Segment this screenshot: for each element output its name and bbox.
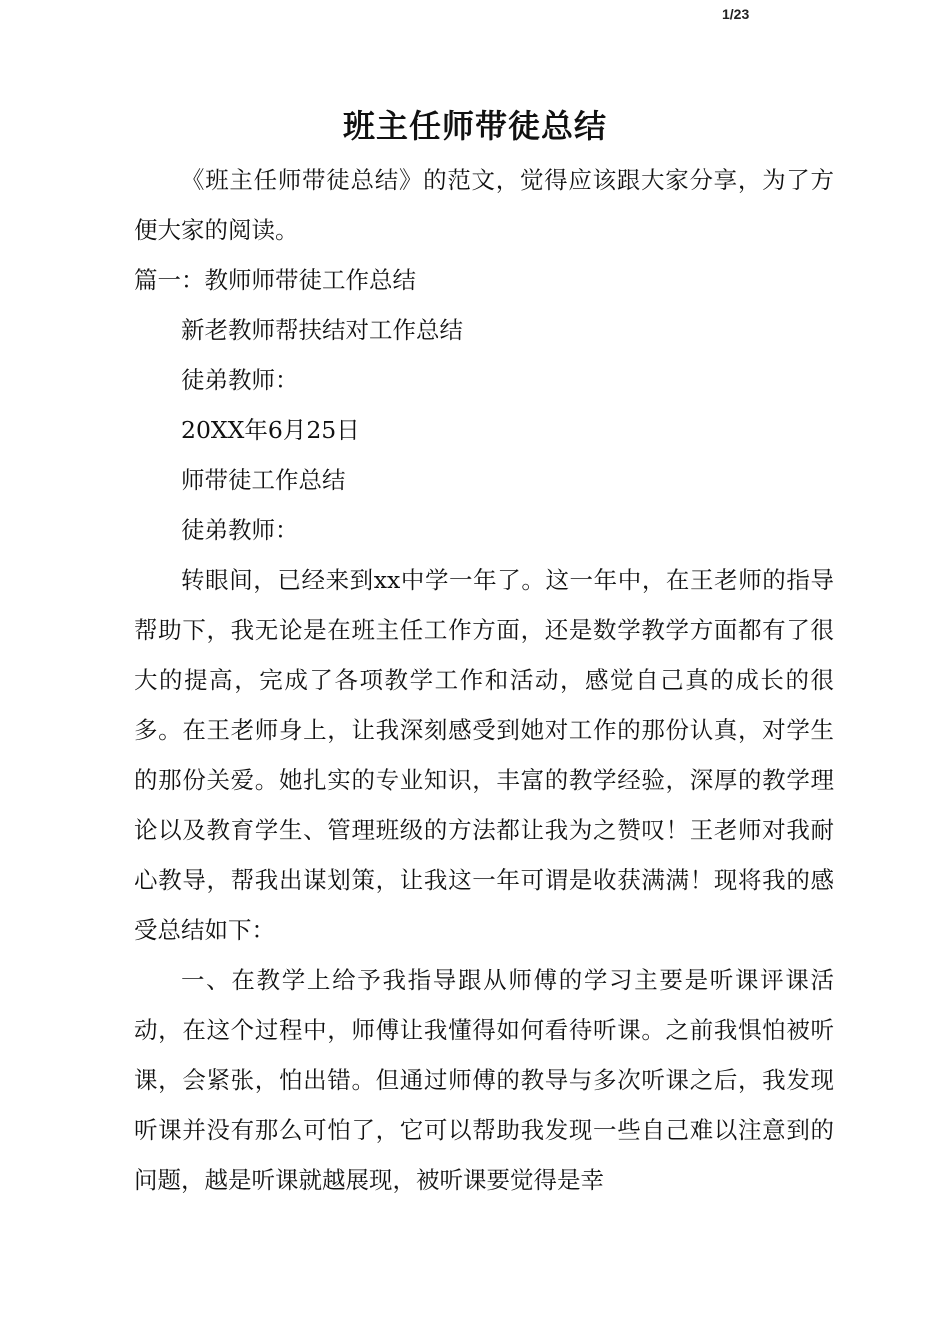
paragraph-subtitle: 新老教师帮扶结对工作总结: [181, 316, 463, 344]
paragraph-intro: 《班主任师带徒总结》的范文，觉得应该跟大家分享，为了方便大家的阅读。: [134, 166, 834, 244]
paragraph-date: 20XX年6月25日: [181, 416, 360, 444]
paragraph-body-2: 一、在教学上给予我指导跟从师傅的学习主要是听课评课活动，在这个过程中，师傅让我懂得如何看待听课。之前我惧怕被听课，会紧张，怕出错。但通过师傅的教导与多次听课之后，我发现听课并没有那么可怕了，它可以帮助我发现一些自己难以注意到的问题，越是听课就越展现，被听课要觉得是幸: [134, 966, 834, 1194]
section-heading: 篇一：教师师带徒工作总结: [134, 266, 416, 294]
paragraph-body-1: 转眼间，已经来到xx中学一年了。这一年中，在王老师的指导帮助下，我无论是在班主任工作方面，还是数学教学方面都有了很大的提高，完成了各项教学工作和活动，感觉自己真的成长的很多。在王老师身上，让我深刻感受到她对工作的那份认真，对学生的那份关爱。她扎实的专业知识，丰富的教学经验，深厚的教学理论以及教育学生、管理班级的方法都让我为之赞叹！王老师对我耐心教导，帮我出谋划策，让我这一年可谓是收获满满！现将我的感受总结如下：: [134, 566, 834, 944]
paragraph-summary-title: 师带徒工作总结: [181, 466, 346, 494]
paragraph-apprentice-label: 徒弟教师：: [181, 366, 299, 394]
paragraph-apprentice-label-2: 徒弟教师：: [181, 516, 299, 544]
document-title: 班主任师带徒总结: [342, 107, 607, 145]
page-number: 1/23: [722, 6, 750, 22]
document-body: [134, 155, 834, 1205]
